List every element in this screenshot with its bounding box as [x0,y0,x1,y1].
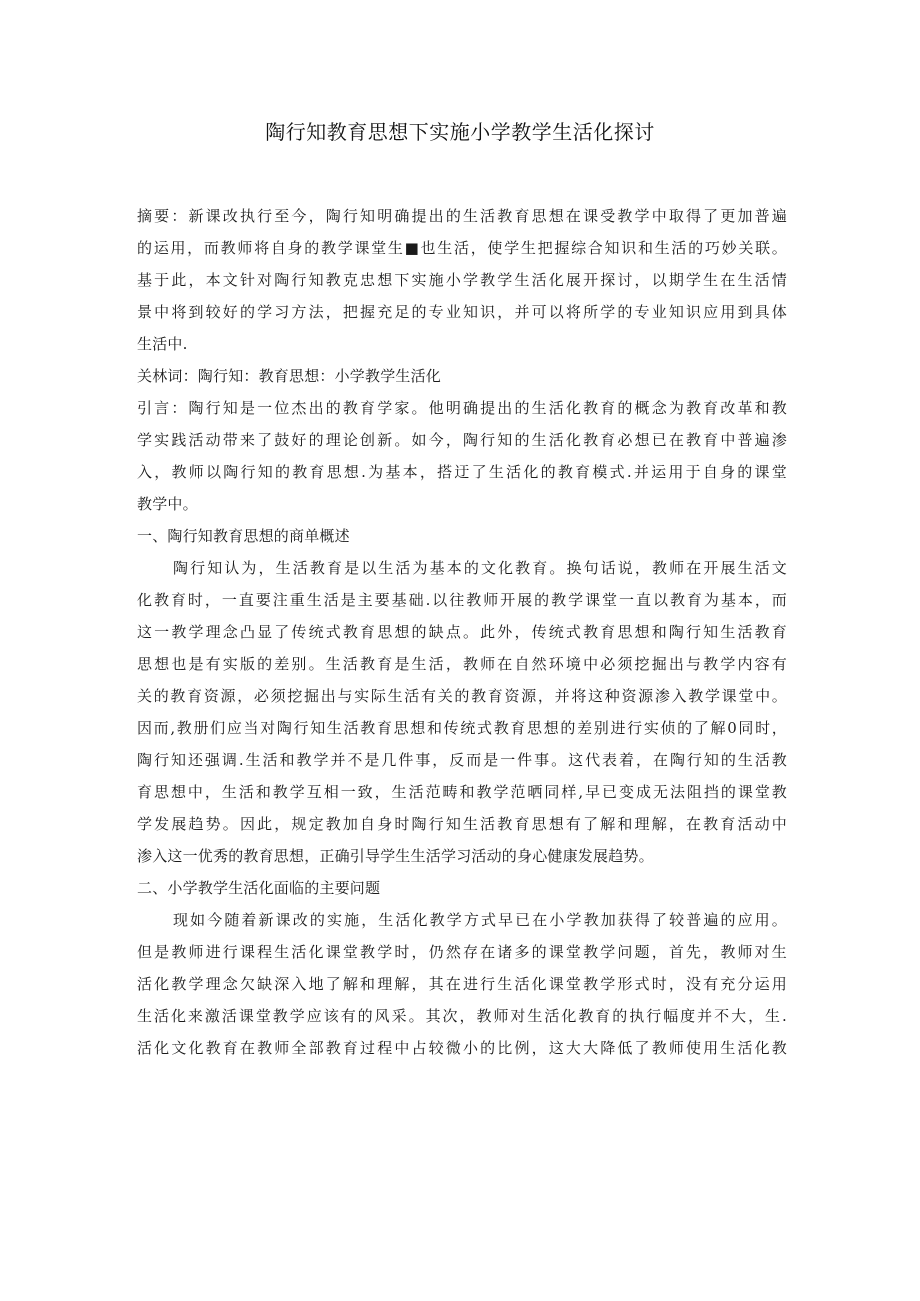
text-line: 这一教学理念凸显了传统式教育思想的缺点。此外，传统式教育思想和陶行知生活教育 [137,623,787,641]
text-line: 思想也是有实版的差别。生活教育是生活，教师在自然环境中必须挖掘出与教学内容有 [137,655,787,673]
text-line: 活化教学理念欠缺深入地了解和理解，其在进行生活化课堂教学形式时，没有充分运用 [137,975,787,993]
text-line: 学实践活动带来了鼓好的理论创新。如今，陶行知的生活化教育必想已在教育中普遍渗 [137,431,787,449]
text-line: 育思想中，生活和教学互相一致，生活范畴和教学范晒同样,早已变成无法阻挡的课堂教 [137,783,787,801]
text-line: 活化文化教育在教师全部教育过程中占较微小的比例，这大大降低了教师使用生活化教 [137,1039,787,1057]
section-heading: 二、小学教学生活化面临的主要问题 [137,879,381,897]
text-line: 生活化来激活课堂教学应该有的风采。其次，教师对生活化教育的执行幅度并不大，生. [137,1007,787,1025]
document-title: 陶行知教育思想下实施小学教学生活化探讨 [265,120,655,144]
text-line: 因而,教册们应当对陶行知生活教育思想和传统式教育思想的差别进行实侦的了解0同时， [137,719,787,737]
text-line: 渗入这一优秀的教育思想，正确引导学生生活学习活动的身心健康发展趋势。 [137,847,654,865]
text-line: 陶行知还强调.生活和教学并不是几件事，反而是一件事。这代表着，在陶行知的生活教 [137,751,787,769]
text-line: 教学中。 [137,495,198,513]
text-line: 陶行知认为，生活教育是以生活为基本的文化教育。换句话说，教师在开展生活文 [173,559,787,577]
text-line: 的运用，而教师将自身的教学课堂生■也生活，使学生把握综合知识和生活的巧妙关联。 [137,239,787,257]
text-line: 基于此，本文针对陶行知教克忠想下实施小学教学生活化展开探讨，以期学生在生活情 [137,271,787,289]
text-line: 现如今随着新课改的实施，生活化教学方式早已在小学教加获得了较普遍的应用。 [173,911,787,929]
text-line: 引言：陶行知是一位杰出的教育学家。他明确提出的生活化教育的概念为教育改革和教 [137,399,787,417]
text-line: 入，教师以陶行知的教育思想.为基本，搭迂了生活化的教育模式.并运用于自身的课堂 [137,463,787,481]
text-line: 化教育时，一直要注重生活是主要基础.以往教师开展的教学课堂一直以教育为基本，而 [137,591,787,609]
text-line: 摘要：新课改执行至今，陶行知明确提出的生活教育思想在课受教学中取得了更加普遍 [137,207,787,225]
text-line: 生活中. [137,335,188,353]
text-line: 关的教育资源，必须挖掘出与实际生活有关的教育资源，并将这种资源渗入教学课堂中。 [137,687,787,705]
text-line: 学发展趋势。因此，规定教加自身时陶行知生活教育思想有了解和理解，在教育活动中 [137,815,787,833]
document-body [137,200,787,1064]
text-line: 关林词：陶行知：教育思想：小学教学生活化 [137,367,442,385]
section-heading: 一、陶行知教育思想的商单概述 [137,527,350,545]
text-line: 景中将到较好的学习方法，把握充足的专业知识，并可以将所学的专业知识应用到具体 [137,303,787,321]
text-line: 但是教师进行课程生活化课堂教学时，仍然存在诸多的课堂教学问题，首先，教师对生 [137,943,787,961]
